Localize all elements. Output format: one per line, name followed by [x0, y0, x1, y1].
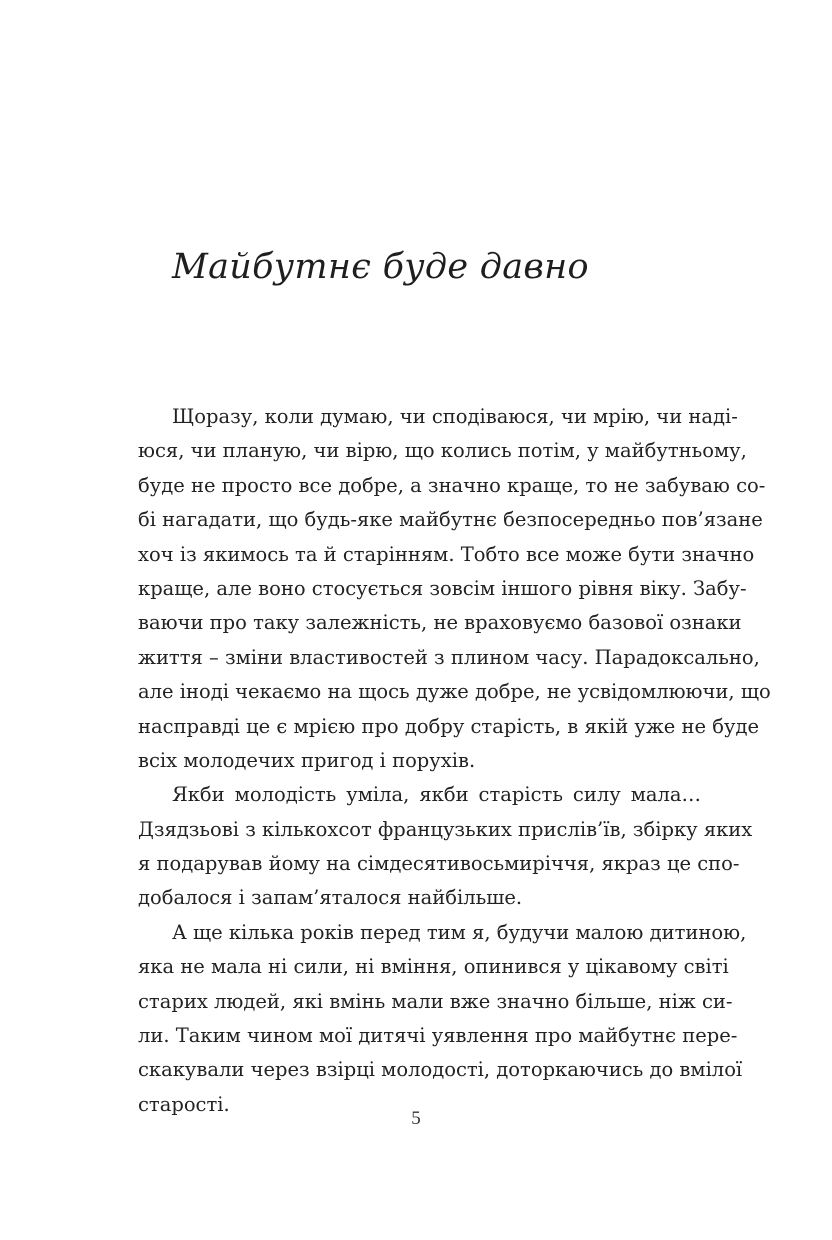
text-line: Щоразу, коли думаю, чи сподіваюся, чи мрію, чи наді- [172, 405, 738, 428]
text-line: скакували через взірці молодості, доторкаючись до вмілої [138, 1058, 743, 1082]
paragraph [138, 916, 747, 1122]
text-line: юся, чи планую, чи вірю, що колись потім, у майбутньому, [138, 439, 747, 463]
text-line: життя – зміни властивостей з плином часу. Парадоксально, [138, 645, 760, 669]
text-line: хоч із якимось та й старінням. Тобто все може бути значно [138, 542, 755, 566]
paragraph [138, 400, 771, 778]
text-line: насправді це є мрією про добру старість, в якій уже не буде [138, 714, 760, 738]
text-line: буде не просто все добре, а значно краще, то не забуваю со- [138, 473, 766, 497]
text-line: Якби молодість уміла, якби старість силу мала… [172, 783, 701, 807]
text-line: ли. Таким чином мої дитячі уявлення про майбутнє пере- [138, 1024, 738, 1048]
text-line: ваючи про таку залежність, не враховуємо базової ознаки [138, 611, 742, 635]
page-number: 5 [411, 1108, 421, 1129]
text-line: краще, але воно стосується зовсім іншого рівня віку. Забу- [138, 576, 747, 600]
text-line: яка не мала ні сили, ні вміння, опинився у цікавому світі [138, 955, 729, 979]
paragraph [138, 778, 753, 916]
chapter-title: Майбутнє буде давно [172, 247, 589, 287]
text-line: я подарував йому на сімдесятивосьмиріччя, якраз це спо- [138, 852, 740, 876]
text-line: старих людей, які вмінь мали вже значно більше, ніж си- [138, 989, 733, 1013]
text-line: добалося і запам’яталося найбільше. [138, 886, 523, 910]
text-line: бі нагадати, що будь-яке майбутнє безпосередньо пов’язане [138, 508, 763, 532]
chapter-body [138, 400, 771, 1122]
text-line: але іноді чекаємо на щось дуже добре, не усвідомлюючи, що [138, 680, 771, 704]
text-line: Дзядзьові з кількохсот французьких прислів’їв, збірку яких [138, 817, 753, 841]
text-line: старості. [138, 1092, 230, 1116]
text-line: всіх молодечих пригод і порухів. [138, 748, 476, 772]
text-line: А ще кілька років перед тим я, будучи малою дитиною, [172, 920, 747, 944]
